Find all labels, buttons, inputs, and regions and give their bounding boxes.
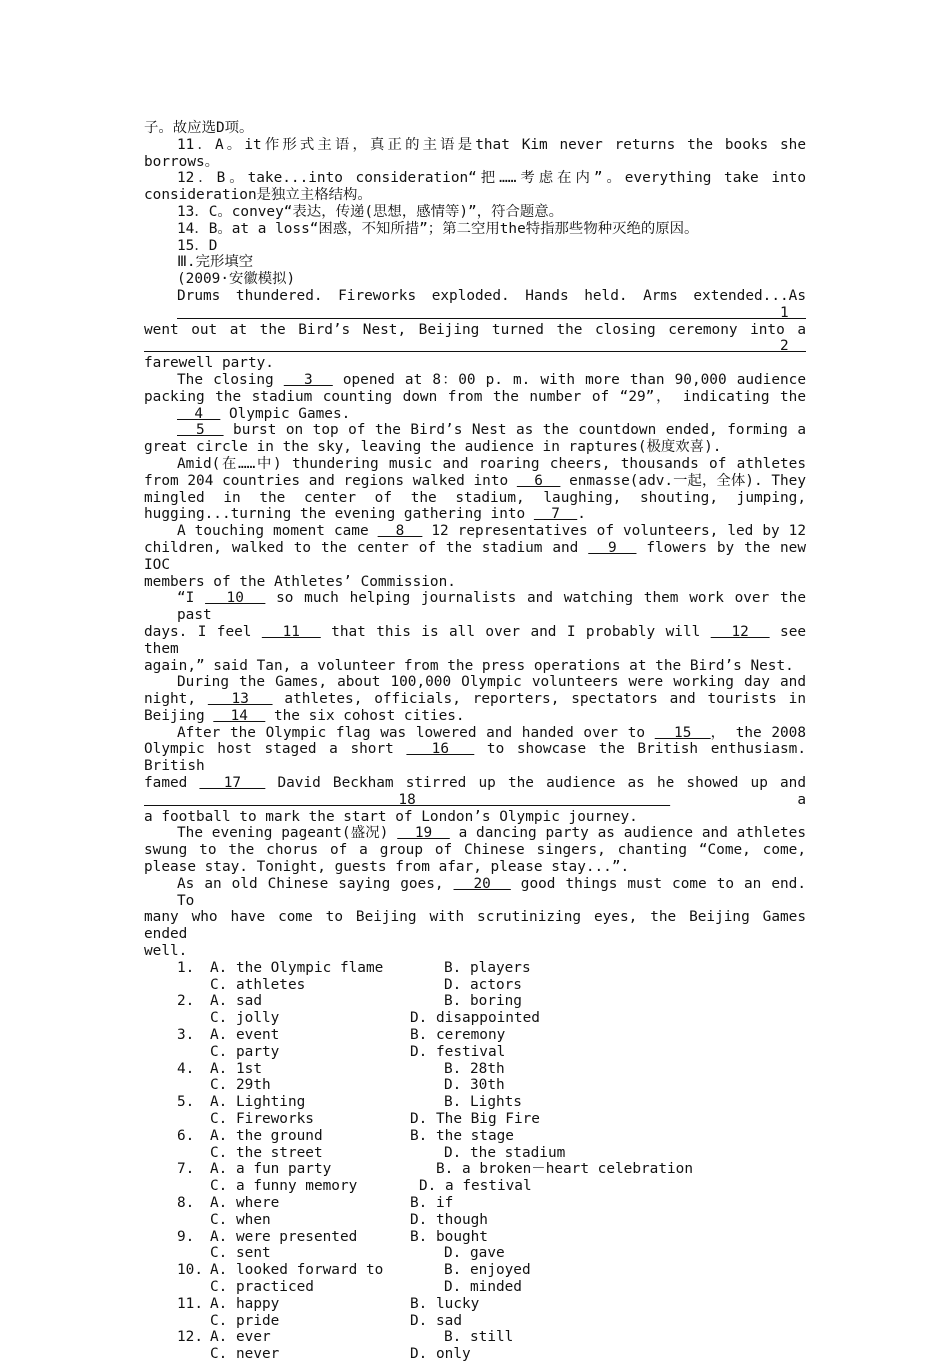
passage-line bbox=[144, 473, 806, 490]
cloze-blank: 1 bbox=[177, 304, 806, 321]
passage-text: opened at 8：00 p. m. with more than 90,000 audience bbox=[332, 371, 806, 388]
passage-text: swung to the chorus of a group of Chinese singers, chanting “Come, come, bbox=[144, 842, 806, 859]
passage-line bbox=[144, 574, 806, 591]
passage-text: good things must come to an end. To bbox=[177, 875, 806, 909]
option-row bbox=[144, 1178, 806, 1195]
passage-text: . bbox=[577, 506, 586, 523]
question-number: 12. bbox=[177, 1329, 203, 1346]
passage-text: night, bbox=[144, 691, 208, 708]
option-left: A. Lighting bbox=[210, 1094, 306, 1111]
option-right: B. 28th bbox=[444, 1060, 505, 1077]
option-right: B. a broken－heart celebration bbox=[436, 1161, 693, 1178]
option-right: D. only bbox=[410, 1346, 471, 1363]
option-row bbox=[144, 1262, 806, 1279]
cloze-blank: 17 bbox=[199, 775, 266, 792]
question-number: 3. bbox=[177, 1027, 195, 1044]
option-row bbox=[144, 1010, 806, 1027]
cloze-blank: 20 bbox=[453, 875, 511, 892]
passage-text: a dancing party as audience and athletes bbox=[449, 825, 806, 842]
passage-line bbox=[144, 456, 806, 473]
cloze-blank: 13 bbox=[207, 691, 273, 708]
passage-line bbox=[144, 658, 806, 675]
passage-line bbox=[144, 859, 806, 876]
text-line: (2009·安徽模拟) bbox=[177, 271, 296, 288]
passage-text: that this is all over and I probably will bbox=[320, 623, 711, 640]
option-right: B. if bbox=[410, 1195, 454, 1211]
text-line: 15．D bbox=[177, 237, 218, 254]
passage-text: days. I feel bbox=[144, 623, 262, 640]
passage-text: packing the stadium counting down from the number of “29”， indicating the bbox=[144, 388, 806, 405]
cloze-blank: 15 bbox=[654, 724, 711, 741]
text-line: 11．A。it作形式主语，真正的主语是that Kim never returns the books she bbox=[177, 136, 806, 153]
option-right: B. boring bbox=[444, 993, 522, 1010]
text-line: 12．B。take...into consideration“把……考虑在内”。everything take into bbox=[177, 170, 806, 187]
passage-text: After the Olympic flag was lowered and handed over to bbox=[177, 724, 655, 741]
option-left: A. 1st bbox=[210, 1060, 262, 1077]
option-row bbox=[144, 1111, 806, 1128]
option-row bbox=[144, 1346, 806, 1363]
passage-line bbox=[144, 355, 806, 372]
option-row bbox=[144, 1128, 806, 1145]
passage-line bbox=[144, 389, 806, 406]
option-row bbox=[144, 1094, 806, 1111]
question-number: 9. bbox=[177, 1228, 195, 1245]
passage-text: Olympic Games. bbox=[220, 405, 351, 422]
option-left: A. the Olympic flame bbox=[210, 959, 384, 976]
option-right: B. players bbox=[444, 959, 531, 976]
option-row bbox=[144, 1279, 806, 1296]
passage-line bbox=[144, 775, 806, 809]
text-line: 14．B。at a loss“困惑，不知所措”；第二空用the特指那些物种灭绝的原因。 bbox=[177, 220, 699, 237]
option-left: C. never bbox=[210, 1346, 280, 1363]
cloze-blank: 16 bbox=[406, 741, 475, 758]
text-line: 13．C。convey“表达，传递(思想，感情等)”，符合题意。 bbox=[177, 203, 564, 220]
passage-line bbox=[144, 288, 806, 322]
question-number: 1. bbox=[177, 959, 195, 976]
passage-text: The closing bbox=[177, 371, 284, 388]
text-line: consideration是独立主格结构。 bbox=[144, 187, 372, 204]
option-right: D. though bbox=[410, 1211, 488, 1228]
passage-text: Amid(在……中) thundering music and roaring cheers, thousands of athletes bbox=[177, 455, 806, 472]
option-left: A. were presented bbox=[210, 1228, 358, 1245]
passage-text: went out at the Bird’s Nest, Beijing turned the closing ceremony into a bbox=[144, 321, 806, 338]
passage-line bbox=[144, 624, 806, 658]
passage-text: a football to mark the start of London’s Olympic journey. bbox=[144, 808, 638, 825]
passage-text: again,” said Tan, a volunteer from the press operations at the Bird’s Nest. bbox=[144, 657, 794, 674]
passage-line bbox=[144, 691, 806, 708]
option-row bbox=[144, 977, 806, 994]
passage-text: Olympic host staged a short bbox=[144, 741, 407, 758]
cloze-blank: 7 bbox=[533, 506, 578, 523]
text-line: Ⅲ.完形填空 bbox=[177, 254, 254, 271]
passage-text: mingled in the center of the stadium, laughing, shouting, jumping, bbox=[144, 489, 806, 506]
option-right: D. disappointed bbox=[410, 1010, 540, 1027]
passage-text: see them bbox=[144, 623, 807, 657]
passage-text: athletes, officials, reporters, spectators and tourists in bbox=[272, 691, 807, 708]
option-left: C. jolly bbox=[210, 1010, 280, 1027]
option-left: A. sad bbox=[210, 993, 262, 1010]
passage-line bbox=[144, 741, 806, 775]
cloze-passage bbox=[144, 288, 806, 960]
option-left: A. looked forward to bbox=[210, 1262, 384, 1279]
passage-text: Drums thundered. Fireworks exploded. Hands held. Arms extended...As bbox=[177, 287, 806, 304]
passage-line bbox=[144, 708, 806, 725]
option-left: C. the street bbox=[210, 1144, 323, 1161]
option-right: D. actors bbox=[444, 976, 522, 993]
passage-text: burst on top of the Bird’s Nest as the countdown ended, forming a bbox=[223, 422, 806, 439]
passage-line bbox=[144, 523, 806, 540]
option-left: A. a fun party bbox=[210, 1161, 332, 1178]
passage-text: enmasse(adv.一起，全体). They bbox=[560, 472, 806, 489]
option-right: D. the stadium bbox=[444, 1144, 566, 1161]
cloze-blank: 19 bbox=[397, 825, 450, 842]
passage-line bbox=[144, 909, 806, 943]
cloze-blank: 14 bbox=[213, 707, 266, 724]
question-number: 8. bbox=[177, 1195, 195, 1211]
passage-line bbox=[144, 943, 806, 960]
option-row bbox=[144, 1313, 806, 1330]
passage-text: David Beckham stirred up the audience as he showed up and bbox=[265, 775, 807, 792]
option-row bbox=[144, 960, 806, 977]
passage-text: to showcase the British enthusiasm. British bbox=[144, 741, 807, 775]
cloze-blank: 18 bbox=[144, 791, 671, 808]
option-row bbox=[144, 1296, 806, 1313]
passage-text: please stay. Tonight, guests from afar, please stay...”. bbox=[144, 859, 630, 876]
text-line: borrows。 bbox=[144, 153, 220, 170]
cloze-blank: 12 bbox=[710, 623, 770, 640]
passage-text: During the Games, about 100,000 Olympic volunteers were working day and bbox=[177, 674, 806, 691]
option-right: B. Lights bbox=[444, 1094, 522, 1111]
question-number: 5. bbox=[177, 1094, 195, 1111]
passage-text: children, walked to the center of the stadium and bbox=[144, 539, 589, 556]
option-right: B. lucky bbox=[410, 1295, 480, 1312]
option-right: D. The Big Fire bbox=[410, 1111, 540, 1128]
cloze-blank: 8 bbox=[377, 523, 423, 540]
option-left: A. ever bbox=[210, 1329, 271, 1346]
passage-line bbox=[144, 422, 806, 439]
option-row bbox=[144, 993, 806, 1010]
passage-text: great circle in the sky, leaving the audience in raptures(极度欢喜). bbox=[144, 439, 722, 456]
passage-line bbox=[144, 590, 806, 624]
option-row bbox=[144, 1195, 806, 1212]
passage-line bbox=[144, 809, 806, 826]
cloze-blank: 10 bbox=[205, 590, 266, 607]
question-number: 6. bbox=[177, 1127, 195, 1144]
passage-line bbox=[144, 372, 806, 389]
passage-text: the six cohost cities. bbox=[265, 707, 465, 724]
option-right: B. enjoyed bbox=[444, 1262, 531, 1279]
option-row bbox=[144, 1145, 806, 1162]
option-left: C. 29th bbox=[210, 1077, 271, 1094]
passage-line bbox=[144, 825, 806, 842]
option-right: B. bought bbox=[410, 1228, 488, 1245]
question-number: 2. bbox=[177, 993, 195, 1010]
passage-text: “I bbox=[177, 590, 206, 607]
option-row bbox=[144, 1061, 806, 1078]
question-number: 4. bbox=[177, 1060, 195, 1077]
option-left: C. athletes bbox=[210, 976, 306, 993]
answer-options bbox=[144, 960, 806, 1363]
passage-text: 12 representatives of volunteers, led by 12 bbox=[422, 523, 806, 540]
option-left: C. a funny memory bbox=[210, 1178, 358, 1195]
option-right: D. 30th bbox=[444, 1077, 505, 1094]
cloze-blank: 3 bbox=[283, 371, 333, 388]
passage-text: flowers by the new IOC bbox=[144, 539, 806, 573]
option-row bbox=[144, 1161, 806, 1178]
text-line: 子。故应选D项。 bbox=[144, 120, 254, 136]
option-row bbox=[144, 1044, 806, 1061]
option-row bbox=[144, 1245, 806, 1262]
passage-text: The evening pageant(盛况) bbox=[177, 825, 398, 842]
option-row bbox=[144, 1229, 806, 1246]
document-page bbox=[144, 120, 806, 1363]
passage-text: ， the 2008 bbox=[710, 724, 806, 741]
passage-line bbox=[144, 876, 806, 910]
option-right: D. minded bbox=[444, 1278, 522, 1295]
option-right: D. gave bbox=[444, 1245, 505, 1262]
option-left: A. event bbox=[210, 1027, 280, 1044]
cloze-blank: 2 bbox=[144, 338, 806, 355]
passage-line bbox=[144, 490, 806, 507]
option-right: D. sad bbox=[410, 1312, 462, 1329]
passage-text: so much helping journalists and watching them work over the past bbox=[177, 590, 806, 624]
option-right: B. still bbox=[444, 1329, 514, 1346]
option-right: D. a festival bbox=[419, 1178, 532, 1195]
option-row bbox=[144, 1027, 806, 1044]
option-right: D. festival bbox=[410, 1043, 506, 1060]
passage-text: many who have come to Beijing with scrutinizing eyes, the Beijing Games ended bbox=[144, 909, 806, 943]
passage-text: famed bbox=[144, 775, 200, 792]
passage-line bbox=[144, 674, 806, 691]
option-left: C. Fireworks bbox=[210, 1111, 314, 1128]
question-number: 11. bbox=[177, 1295, 203, 1312]
cloze-blank: 6 bbox=[516, 472, 561, 489]
answer-explanations bbox=[144, 120, 806, 288]
cloze-blank: 11 bbox=[261, 623, 321, 640]
passage-line bbox=[144, 322, 806, 356]
cloze-blank: 4 bbox=[177, 405, 221, 422]
passage-line bbox=[144, 842, 806, 859]
option-left: A. the ground bbox=[210, 1127, 323, 1144]
passage-line bbox=[144, 406, 806, 423]
passage-line bbox=[144, 725, 806, 742]
question-number: 10. bbox=[177, 1262, 203, 1279]
cloze-blank: 5 bbox=[177, 422, 224, 439]
option-row bbox=[144, 1077, 806, 1094]
passage-text: farewell party. bbox=[144, 355, 274, 372]
option-left: C. when bbox=[210, 1211, 271, 1228]
option-right: B. ceremony bbox=[410, 1027, 506, 1044]
passage-text: Beijing bbox=[144, 707, 214, 724]
option-row bbox=[144, 1212, 806, 1229]
option-left: C. sent bbox=[210, 1245, 271, 1262]
option-right: B. the stage bbox=[410, 1127, 514, 1144]
passage-text: hugging...turning the evening gathering into bbox=[144, 506, 534, 523]
passage-text: As an old Chinese saying goes, bbox=[177, 875, 454, 892]
option-left: C. practiced bbox=[210, 1278, 314, 1295]
passage-text: well. bbox=[144, 943, 188, 960]
passage-text: members of the Athletes’ Commission. bbox=[144, 573, 456, 590]
option-left: A. happy bbox=[210, 1295, 280, 1312]
option-left: C. party bbox=[210, 1043, 280, 1060]
passage-line bbox=[144, 439, 806, 456]
passage-text: A touching moment came bbox=[177, 523, 378, 540]
option-left: A. where bbox=[210, 1195, 280, 1211]
passage-line bbox=[144, 506, 806, 523]
option-left: C. pride bbox=[210, 1312, 280, 1329]
question-number: 7. bbox=[177, 1161, 195, 1178]
passage-text: a bbox=[670, 791, 807, 808]
passage-text: from 204 countries and regions walked into bbox=[144, 472, 517, 489]
passage-line bbox=[144, 540, 806, 574]
cloze-blank: 9 bbox=[588, 539, 637, 556]
